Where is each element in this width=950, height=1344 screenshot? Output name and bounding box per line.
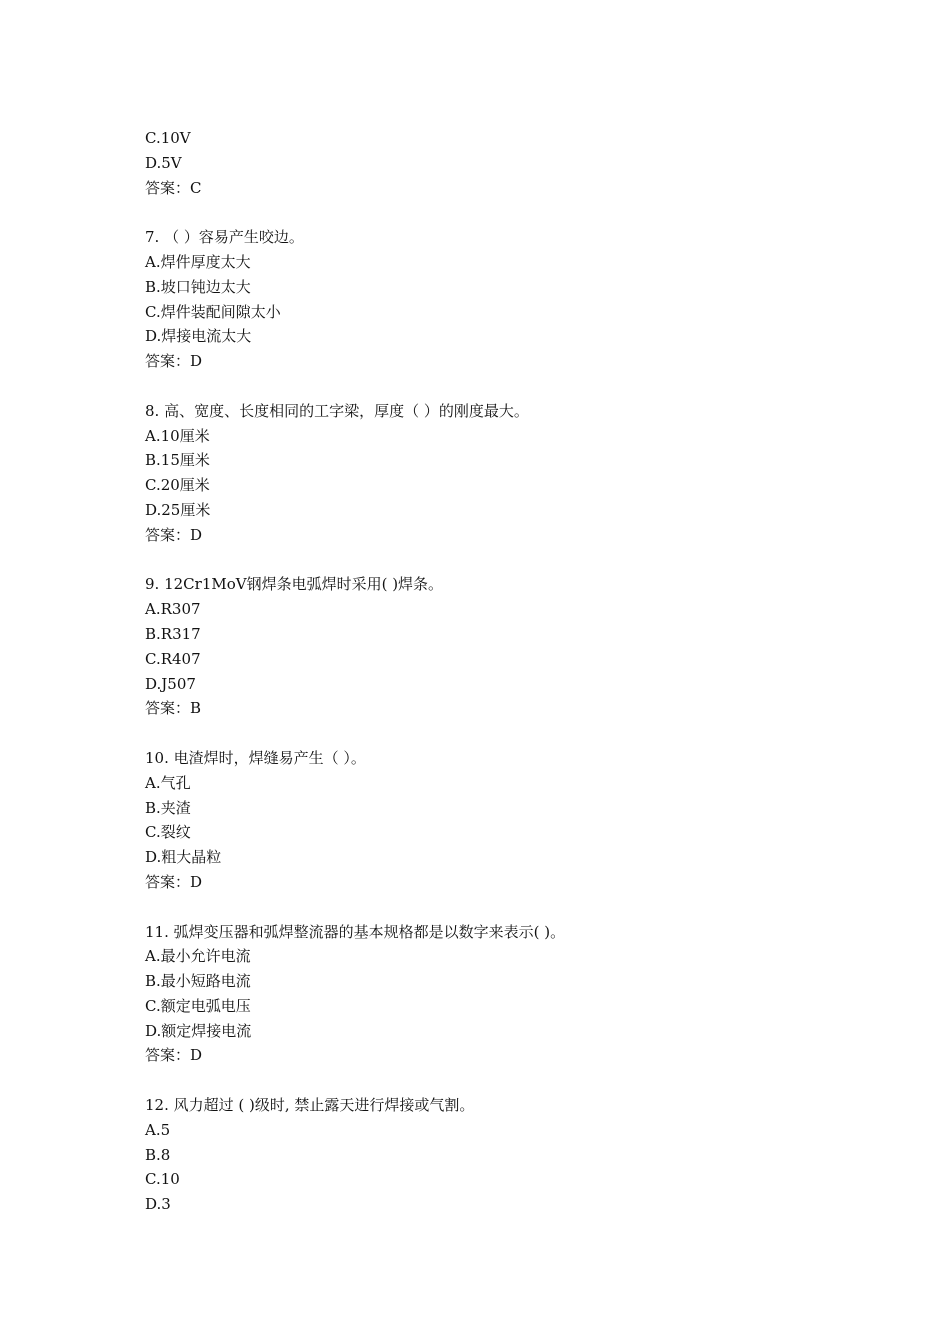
answer-line: 答案：D (145, 525, 203, 544)
option-line: B.8 (145, 1145, 171, 1164)
option-line: B.夹渣 (145, 798, 191, 817)
question-stem: 9. 12Cr1MoV钢焊条电弧焊时采用( )焊条。 (145, 575, 444, 594)
question-stem: 7. （ ）容易产生咬边。 (145, 228, 304, 247)
option-line: C.R407 (145, 649, 201, 668)
answer-line: 答案：D (145, 1046, 203, 1065)
option-line: D.J507 (145, 674, 196, 693)
option-line: C.额定电弧电压 (145, 996, 251, 1015)
option-line: C.20厘米 (145, 476, 210, 495)
option-line: A.焊件厚度太大 (145, 252, 251, 271)
question-stem: 12. 风力超过 ( )级时, 禁止露天进行焊接或气割。 (145, 1096, 475, 1115)
answer-line: 答案：B (145, 699, 202, 718)
option-line: C.10V (145, 129, 191, 147)
option-line: B.最小短路电流 (145, 972, 251, 991)
option-line: A.5 (145, 1120, 171, 1139)
question-stem: 10. 电渣焊时，焊缝易产生（ ）。 (145, 748, 366, 767)
option-line: C.裂纹 (145, 823, 191, 842)
option-line: B.15厘米 (145, 451, 210, 470)
answer-line: 答案：C (145, 178, 202, 197)
question-stem: 11. 弧焊变压器和弧焊整流器的基本规格都是以数字来表示( )。 (145, 922, 566, 941)
spacer (145, 548, 845, 573)
spacer (145, 374, 845, 399)
option-line: D.粗大晶粒 (145, 848, 222, 867)
spacer (145, 200, 845, 225)
option-line: B.R317 (145, 624, 201, 643)
spacer (145, 1068, 845, 1093)
option-line: B.坡口钝边太大 (145, 277, 251, 296)
option-line: D.5V (145, 153, 182, 172)
option-line: A.最小允许电流 (145, 947, 251, 966)
option-line: D.焊接电流太大 (145, 327, 252, 346)
spacer (145, 721, 845, 746)
option-line: C.焊件装配间隙太小 (145, 302, 281, 321)
question-list (145, 126, 845, 1217)
option-line: D.额定焊接电流 (145, 1021, 252, 1040)
option-line: A.气孔 (145, 773, 191, 792)
answer-line: 答案：D (145, 352, 203, 371)
option-line: D.3 (145, 1195, 171, 1214)
option-line: D.25厘米 (145, 500, 211, 519)
option-line: A.10厘米 (145, 426, 210, 445)
option-line: C.10 (145, 1170, 180, 1189)
option-line: A.R307 (145, 600, 201, 619)
spacer (145, 895, 845, 920)
answer-line: 答案：D (145, 872, 203, 891)
question-stem: 8. 高、宽度、长度相同的工字梁，厚度（ ）的刚度最大。 (145, 401, 529, 420)
